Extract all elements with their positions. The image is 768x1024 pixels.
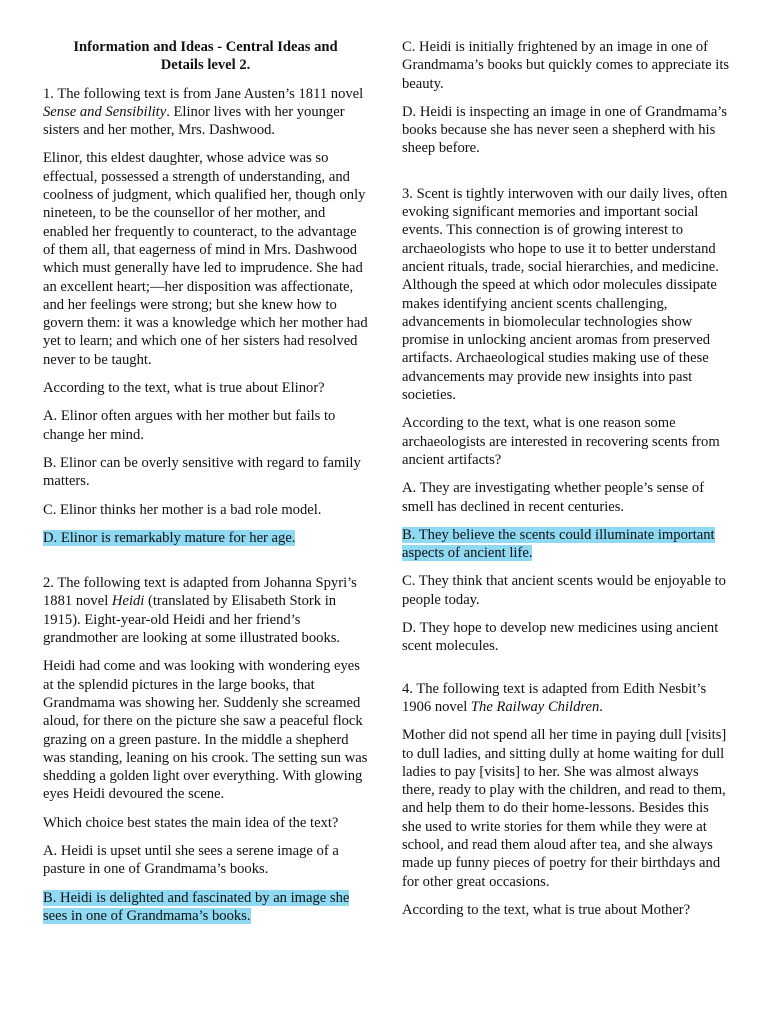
q1-intro-after: . Elinor lives with her younger sisters and her mother, Mrs. Dashwood. [43, 103, 345, 139]
q3-option-b [402, 526, 730, 563]
q1-option-d [43, 529, 368, 547]
q2-option-a: A. Heidi is upset until she sees a serene image of a pasture in one of Grandmama’s books. [43, 842, 339, 878]
q3-question: According to the text, what is one reason some archaeologists are interested in recovering scents from ancient artifacts? [402, 415, 720, 468]
q2-intro [43, 574, 368, 647]
q3-option-d: D. They hope to develop new medicines using ancient scent molecules. [402, 620, 719, 655]
left-column [43, 38, 368, 935]
q3-option-a: A. They are investigating whether people’s sense of smell has declined in recent centuries. [402, 480, 705, 515]
q2-passage: Heidi had come and was looking with wondering eyes at the splendid pictures in the large books, that Grandmama was showing her. Suddenly she screamed aloud, for there on the picture she saw a peaceful flock grazing on a green pasture. In the middle a shepherd was standing, leaning on his crook. The setting sun was shedding a golden light over everything. With glowing eyes Heidi devoured the scene. [43, 658, 368, 803]
q4-passage: Mother did not spend all her time in paying dull [visits] to dull ladies, and sitting dully at home waiting for dull ladies to pay [visits] to her. She was almost always there, ready to play with the children, and read to them, and help them to do their home-lessons. Besides this she used to write stories for them while they were at school, and read them aloud after tea, and she always made up funny pieces of poetry for their birthdays and for other great occasions. [402, 727, 727, 890]
q4-intro-before: 4. The following text is adapted from Edith Nesbit’s 1906 novel [402, 680, 707, 715]
q2-intro-before: 2. The following text is adapted from Johanna Spyri’s 1881 novel [43, 575, 357, 610]
q2-intro-after: (translated by Elisabeth Stork in 1915). Eight-year-old Heidi and her friend’s grandmother are looking at some illustrated books. [43, 593, 341, 647]
page-title-line-2: Details level 2. [160, 57, 251, 74]
q1-option-d-highlighted: D. Elinor is remarkably mature for her age. [43, 529, 296, 546]
page-title-line-1: Information and Ideas - Central Ideas and [73, 39, 338, 55]
spacer [402, 666, 730, 680]
q2-intro-work-title: Heidi [111, 593, 145, 610]
right-column [402, 38, 730, 929]
q1-intro-before: 1. The following text is from Jane Austen’s 1811 novel [43, 85, 364, 102]
q1-option-a: A. Elinor often argues with her mother but fails to change her mind. [43, 408, 336, 443]
q3-option-c: C. They think that ancient scents would be enjoyable to people today. [402, 573, 726, 608]
q2-option-b [43, 889, 368, 926]
page-title [43, 38, 368, 75]
q4-intro-work-title: The Railway Children [470, 698, 600, 715]
spacer [43, 557, 368, 574]
q1-option-c: C. Elinor thinks her mother is a bad role model. [43, 501, 322, 518]
q1-intro [43, 85, 368, 140]
q1-passage: Elinor, this eldest daughter, whose advice was so effectual, possessed a strength of understanding, and coolness of judgment, which qualified her, though only nineteen, to be the counsellor of her mother, and enabled her frequently to counteract, to the advantage of them all, that eagerness of mind in Mrs. Dashwood which must generally have led to imprudence. She had an excellent heart;—her disposition was affectionate, and her feelings were strong; but she knew how to govern them: it was a knowledge which her mother had yet to learn; and which one of her sisters had resolved never to be taught. [43, 150, 368, 368]
q4-intro [402, 680, 730, 717]
q3-option-b-highlighted: B. They believe the scents could illuminate important aspects of ancient life. [402, 526, 715, 562]
q2-option-b-highlighted: B. Heidi is delighted and fascinated by an image she sees in one of Grandmama’s books. [43, 889, 350, 924]
q4-intro-after: . [599, 698, 603, 715]
spacer [402, 168, 730, 185]
q1-question: According to the text, what is true about Elinor? [43, 380, 325, 397]
q2-option-c: C. Heidi is initially frightened by an image in one of Grandmama’s books but quickly comes to appreciate its beauty. [402, 39, 730, 92]
q2-option-d: D. Heidi is inspecting an image in one of Grandmama’s books because she has never seen a shepherd with his sheep before. [402, 103, 728, 157]
q1-option-b: B. Elinor can be overly sensitive with regard to family matters. [43, 454, 361, 490]
q1-intro-work-title: Sense and Sensibility [43, 103, 167, 120]
q2-question: Which choice best states the main idea of the text? [43, 814, 339, 831]
q3-passage: 3. Scent is tightly interwoven with our daily lives, often evoking significant memories and important social events. This connection is of growing interest to archaeologists who hope to use it to better understand ancient rituals, trade, social hierarchies, and medicine. Although the speed at which odor molecules dissipate makes identifying ancient scents challenging, advancements in biomolecular technologies show promise in unlocking ancient aromas from preserved artifacts. Archaeological studies making use of these advancements may provide new insights into past societies. [402, 185, 728, 404]
q4-question: According to the text, what is true about Mother? [402, 901, 691, 918]
